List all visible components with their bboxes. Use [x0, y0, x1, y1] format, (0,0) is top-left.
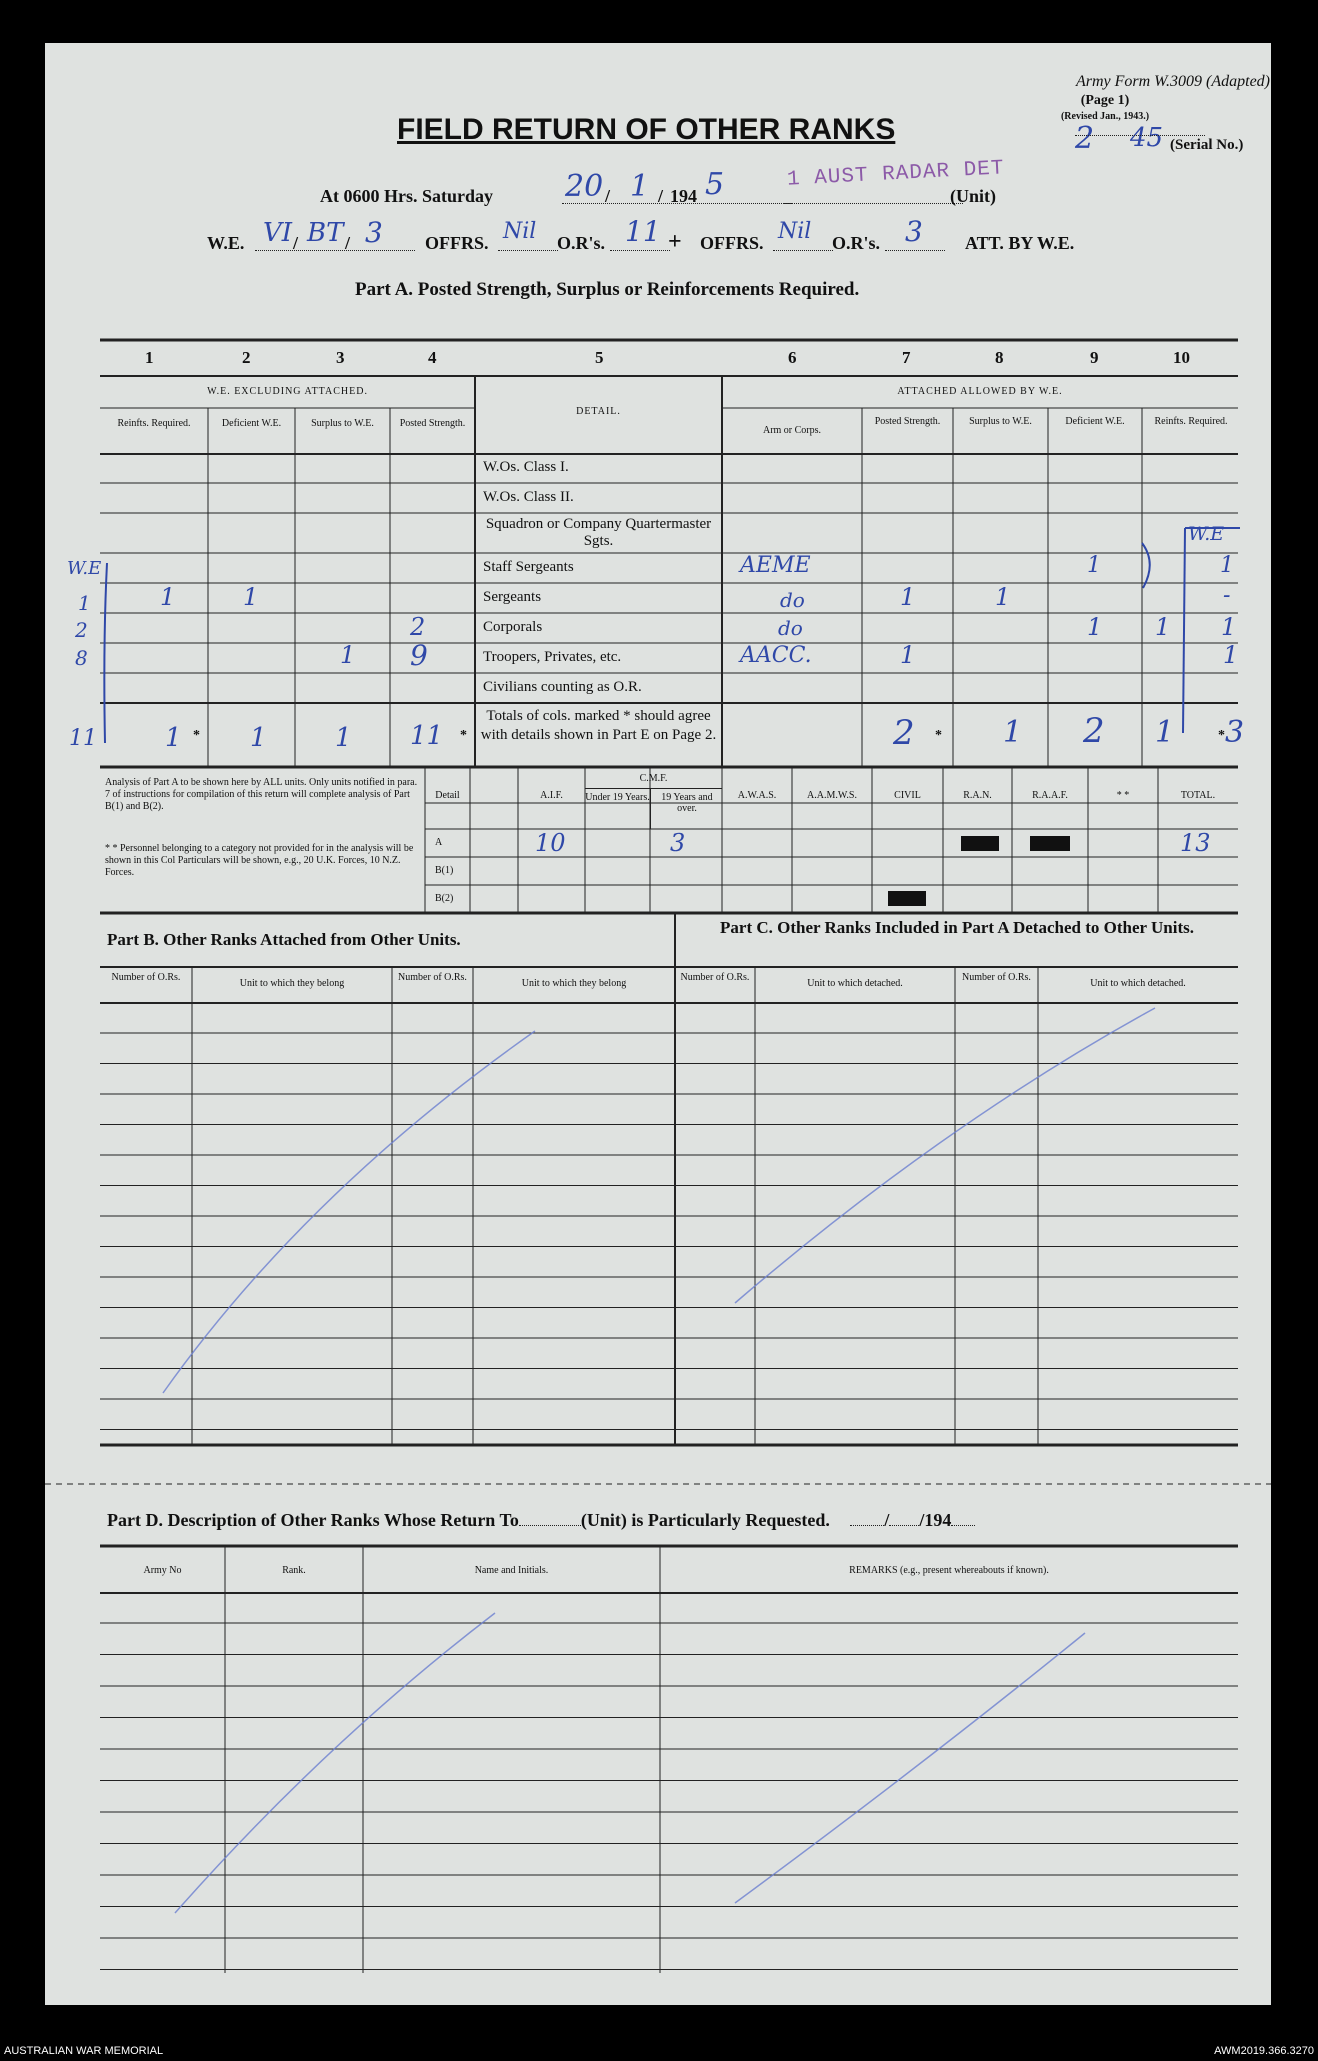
b-col-unit-1: Unit to which they belong: [239, 978, 345, 989]
hw-cpl-arm: do: [778, 616, 803, 640]
hw-tot-8: 1: [1003, 715, 1023, 750]
margin-1: 1: [78, 591, 91, 615]
date-year-prefix: 194: [670, 186, 697, 206]
date-day: 20: [565, 169, 604, 204]
we-excluding-header: W.E. EXCLUDING ATTACHED.: [207, 386, 368, 397]
sub-surplus-we: Surplus to W.E.: [311, 418, 374, 429]
analysis-total: TOTAL.: [1180, 790, 1216, 801]
form-page: Army Form W.3009 (Adapted) (Page 1) (Revised Jan., 1943.) 2 45 (Serial No.) FIELD RETURN OF OTHER RANKS At 0600 Hrs. Saturday 20 / 1 / 194 5 1 AUST RADAR DET (Unit) W.E. VI / BT / 3 OFFRS. Nil O.R's. 11 + OFFRS. Nil O.R's. 3 ATT. BY W.E. Part A. Posted Strength, Surplus or Reinforcements Required. 1 2 3 4 5 6 7 8 9 10 W.E. EXCLUDING ATTACHED. ATTACHED ALLOWED BY W.E. DETAIL. Reinfts. Required. Deficient W.E. Surplus to W.E. Posted Strength. Arm or Corps. Posted Strength. Surplus to W.E. Deficient W.E. Reinfts. Required. W.Os. Class I. W.Os. Class II. Squadron or Company Quartermaster Sgts. Staff Sergeants Sergeants Corporals Troopers, Privates, etc. Civilians counting as O.R. Totals of cols. marked * should agree with details shown in Part E on Page 2. * * * * W.E 1 2 8 11 W.E AEME 1 1 1 1 do 1 1 - 2 do 1 1 1 1 9 AACC. 1 1 1 1 1 11 2 1 2 1 3 Analysis of Part A to be shown here by ALL units. Only units notified in para. 7 of instructions for compilation of this return will complete analysis of Part B(1) and B(2). * * Personnel belonging to a category not provided for in the analysis will be shown in this Col Particulars will be shown, e.g., 20 U.K. Forces, 10 N.Z. Forces. Detail A.I.F. C.M.F. Under 19 Years. 19 Years and over. A.W.A.S. A.A.M.W.S. CIVIL R.A.N. R.A.A.F. * * TOTAL. A B(1) B(2) 10 3 13 Part B. Other Ranks Attached from Other Units. Part C. Other Ranks Included in Part A Detached to Other Units. Number of O.Rs. Unit to which they belong Number of O.Rs. Unit to which they belong Number of O.Rs. Unit to which detached. Number of O.Rs. Unit to which detached. Part D. Description of Other Ranks Whose Return To (Unit) is Particularly Requested. / /194 Army No Rank. Name and Initials. REMARKS (e.g., present whereabouts if known).: [45, 43, 1271, 2005]
serial-hw-1: 2: [1075, 121, 1095, 156]
hw-staff-def: 1: [1087, 553, 1101, 578]
plus-sign: +: [668, 229, 682, 255]
row-b1-label: B(1): [435, 865, 454, 876]
row-qm-sgts: Squadron or Company Quartermaster Sgts.: [485, 516, 712, 549]
hw-tot-9: 2: [1083, 711, 1105, 751]
col-num-3: 3: [336, 348, 345, 367]
hw-a-aif: 10: [535, 829, 566, 857]
row-staff-sergeants: Staff Sergeants: [483, 559, 574, 575]
we-hw-2: BT: [307, 218, 344, 248]
form-grid: [45, 43, 1271, 2005]
hw-sgt-def: 1: [243, 583, 259, 611]
col-num-4: 4: [428, 348, 437, 367]
sub-arm-corps: Arm or Corps.: [762, 425, 822, 436]
ors-hw-2: 3: [905, 215, 923, 248]
col-num-6: 6: [788, 348, 797, 367]
row-wo-class-1: W.Os. Class I.: [483, 459, 569, 475]
sub-surplus-we-att: Surplus to W.E.: [969, 416, 1032, 427]
attached-allowed-header: ATTACHED ALLOWED BY W.E.: [897, 386, 1063, 397]
offrs-label-1: OFFRS.: [425, 233, 489, 253]
sub-reinfts-required-att: Reinfts. Required.: [1154, 416, 1228, 427]
totals-note: Totals of cols. marked * should agree with details shown in Part E on Page 2.: [480, 708, 717, 743]
we-hw-1: VI: [263, 218, 293, 248]
we-label: W.E.: [207, 233, 245, 253]
margin-11: 11: [69, 726, 97, 751]
col-num-8: 8: [995, 348, 1004, 367]
row-sergeants: Sergeants: [483, 589, 542, 605]
row-b2-label: B(2): [435, 893, 454, 904]
part-c-title: Part C. Other Ranks Included in Part A Detached to Other Units.: [720, 918, 1194, 937]
d-col-name: Name and Initials.: [474, 1565, 549, 1576]
serial-label: (Serial No.): [1170, 137, 1244, 153]
col-num-9: 9: [1090, 348, 1099, 367]
hw-tot-10b: 3: [1225, 715, 1245, 750]
time-label: At 0600 Hrs. Saturday: [320, 186, 494, 206]
asterisk-col1: *: [193, 728, 200, 743]
detail-header: DETAIL.: [576, 406, 621, 417]
footer-right: AWM2019.366.3270: [1214, 2045, 1314, 2057]
c-col-num-1: Number of O.Rs.: [680, 972, 750, 983]
hw-sgt-posted: 1: [900, 583, 916, 611]
row-a-label: A: [435, 837, 443, 848]
part-d-date: /194: [919, 1510, 952, 1530]
offrs-hw-2: Nil: [778, 219, 812, 244]
asterisk-col10: *: [1218, 728, 1225, 743]
analysis-note: Analysis of Part A to be shown here by ALL units. Only units notified in para. 7 of instructions for compilation of this return will complete analysis of Part B(1) and B(2).: [105, 777, 418, 812]
hw-pte-re: 1: [1223, 641, 1239, 669]
date-month: 1: [630, 169, 650, 204]
analysis-awas: A.W.A.S.: [737, 790, 777, 801]
col-num-2: 2: [242, 348, 251, 367]
offrs-label-2: OFFRS.: [700, 233, 764, 253]
asterisk-col7: *: [935, 728, 942, 743]
offrs-hw-1: Nil: [503, 219, 537, 244]
analysis-ran: R.A.N.: [963, 790, 992, 801]
redacted-raaf-a: [1030, 836, 1070, 851]
form-title: FIELD RETURN OF OTHER RANKS: [397, 113, 896, 146]
form-id: Army Form W.3009 (Adapted): [1075, 73, 1270, 90]
unit-stamp: 1 AUST RADAR DET: [786, 157, 1006, 192]
b-col-num-1: Number of O.Rs.: [111, 972, 181, 983]
analysis-raaf: R.A.A.F.: [1032, 790, 1068, 801]
hw-sgt-reinf: 1: [160, 583, 176, 611]
analysis-civil: CIVIL: [894, 790, 921, 801]
row-privates: Troopers, Privates, etc.: [483, 649, 622, 665]
hw-cpl-re2: 1: [1221, 613, 1237, 641]
c-col-num-2: Number of O.Rs.: [962, 972, 1031, 983]
analysis-cmf: C.M.F.: [639, 773, 668, 784]
hw-tot-4: 11: [410, 721, 444, 751]
margin-2: 2: [75, 618, 88, 642]
form-revised: (Revised Jan., 1943.): [1060, 111, 1150, 122]
sub-posted-strength: Posted Strength.: [399, 418, 466, 429]
redacted-civil-b2: [888, 891, 926, 906]
row-corporals: Corporals: [483, 619, 543, 635]
redacted-ran-a: [961, 836, 999, 851]
form-page-number: (Page 1): [1080, 93, 1130, 108]
b-col-num-2: Number of O.Rs.: [398, 972, 467, 983]
sub-deficient-we-att: Deficient W.E.: [1065, 416, 1125, 427]
part-d-title-b: (Unit) is Particularly Requested.: [580, 1510, 830, 1530]
sub-deficient-we: Deficient W.E.: [221, 418, 282, 429]
hw-pte-surplus: 1: [340, 641, 356, 669]
footer-left: AUSTRALIAN WAR MEMORIAL: [4, 2045, 164, 2057]
analysis-aif: A.I.F.: [540, 790, 563, 801]
col-num-7: 7: [902, 348, 911, 367]
hw-pte-arm: AACC.: [740, 643, 812, 668]
asterisk-col4: *: [460, 728, 467, 743]
margin-8: 8: [75, 646, 88, 670]
d-col-rank: Rank.: [282, 1565, 306, 1576]
date-year-digit: 5: [705, 167, 725, 202]
row-civilians: Civilians counting as O.R.: [483, 679, 642, 695]
part-d-title-a: Part D. Description of Other Ranks Whose Return To: [107, 1510, 519, 1530]
serial-hw-2: 45: [1130, 123, 1164, 153]
hw-sgt-arm: do: [780, 588, 805, 612]
hw-tot-7: 2: [893, 713, 915, 753]
part-b-title: Part B. Other Ranks Attached from Other Units.: [107, 930, 461, 949]
analysis-aamws: A.A.M.W.S.: [807, 790, 857, 801]
d-col-remarks: REMARKS (e.g., present whereabouts if known).: [849, 1565, 1049, 1576]
hw-tot-1: 1: [165, 723, 182, 753]
hw-staff-arm: AEME: [740, 553, 811, 578]
analysis-under19: Under 19 Years.: [585, 792, 650, 803]
row-wo-class-2: W.Os. Class II.: [483, 489, 574, 505]
hw-tot-2: 1: [250, 723, 267, 753]
sub-reinfts-required: Reinfts. Required.: [117, 418, 191, 429]
hw-sgt-re: -: [1223, 583, 1231, 608]
hw-tot-3: 1: [335, 723, 352, 753]
hw-pte-posted-att: 1: [900, 641, 916, 669]
att-label: ATT. BY W.E.: [965, 233, 1075, 253]
unit-label: (Unit): [950, 186, 996, 206]
sub-posted-strength-att: Posted Strength.: [874, 416, 941, 427]
c-col-unit-1: Unit to which detached.: [807, 978, 903, 989]
analysis-over19: 19 Years and over.: [661, 792, 713, 814]
hw-cpl-def: 1: [1087, 613, 1103, 641]
hw-a-total: 13: [1180, 829, 1211, 857]
ors-hw-1: 11: [625, 215, 661, 248]
d-col-army-no: Army No: [143, 1565, 182, 1576]
analysis-note-2: * * Personnel belonging to a category not provided for in the analysis will be shown in this Col Particulars will be shown, e.g., 20 U.K. Forces, 10 N.Z. Forces.: [105, 843, 414, 878]
c-col-unit-2: Unit to which detached.: [1090, 978, 1186, 989]
hw-cpl-re: 1: [1155, 613, 1171, 641]
margin-we: W.E: [67, 558, 102, 579]
part-a-title: Part A. Posted Strength, Surplus or Reinforcements Required.: [355, 279, 860, 300]
ors-label-1: O.R's.: [557, 233, 606, 253]
col-num-5: 5: [595, 348, 604, 367]
analysis-detail: Detail: [435, 790, 460, 801]
part-d-title: Part D. Description of Other Ranks Whose Return To (Unit) is Particularly Requested. / /194: [107, 1510, 975, 1531]
hw-cpl-posted: 2: [410, 613, 426, 641]
hw-tot-10a: 1: [1155, 715, 1175, 750]
col-num-1: 1: [145, 348, 154, 367]
b-col-unit-2: Unit to which they belong: [521, 978, 627, 989]
hw-we-box: W.E: [1188, 523, 1225, 545]
hw-sgt-surplus: 1: [995, 583, 1011, 611]
ors-label-2: O.R's.: [832, 233, 881, 253]
hw-staff-re: 1: [1220, 553, 1234, 578]
hw-a-over19: 3: [670, 829, 686, 857]
we-hw-3: 3: [365, 216, 383, 249]
hw-pte-posted: 9: [410, 639, 428, 672]
col-num-10: 10: [1173, 348, 1190, 367]
analysis-other: * *: [1116, 790, 1130, 801]
